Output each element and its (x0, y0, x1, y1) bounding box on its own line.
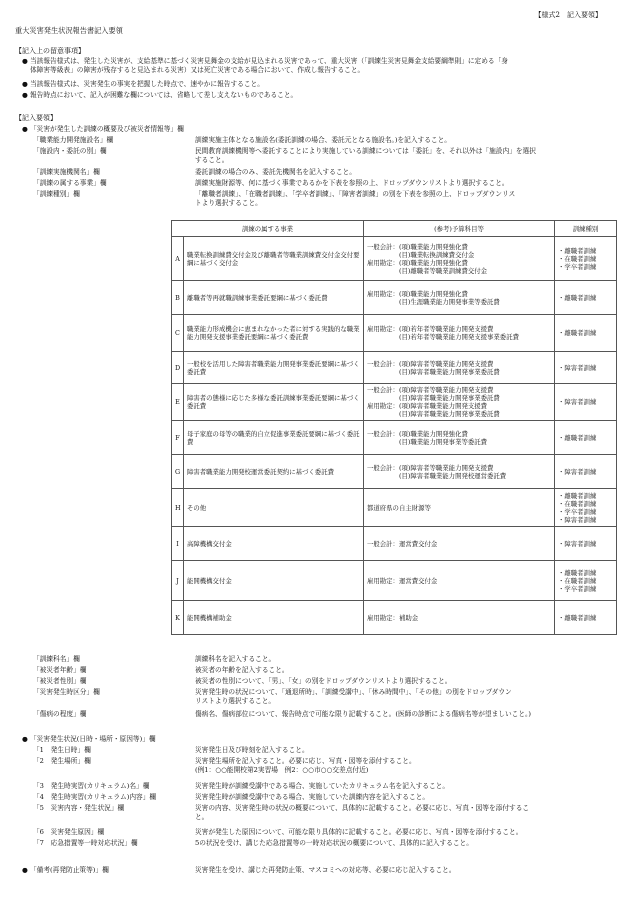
field-name: 「1 発生日時」欄 (33, 746, 91, 754)
table-row (172, 237, 617, 281)
row-budget (364, 455, 555, 489)
table-row (172, 421, 617, 455)
row-budget (364, 421, 555, 455)
bullet-icon: ● (22, 80, 28, 88)
field-name: 「傷病の程度」欄 (33, 710, 87, 718)
field-desc: 災害が発生した原因について、可能な限り具体的に記載すること。必要に応じ、写真・図等を添付すること。 (195, 828, 523, 836)
note-text: 当該報告様式は、発生した災害が、支給基準に基づく災害見舞金の支給が見込まれる災害であって、重大災害（「訓練生災害見舞金支給要綱準則」に定める「身 (30, 57, 508, 65)
training-type: ・学卒者訓練 (558, 262, 597, 271)
row-code: D (172, 352, 184, 384)
budget-line: 雇用勘定：(項)職業能力開発強化費 (367, 289, 468, 298)
row-training-types (555, 281, 617, 315)
training-type: ・障害者訓練 (558, 539, 597, 548)
field-name: 「職業能力開発施設名」欄 (33, 136, 114, 144)
field-name: 「施設内・委託の別」欄 (33, 147, 107, 155)
training-type: ・離職者訓練 (558, 613, 597, 622)
training-type: ・離職者訓練 (558, 293, 597, 302)
row-training-types (555, 527, 617, 561)
row-budget (364, 384, 555, 421)
section1-title (22, 125, 612, 134)
row-code: F (172, 421, 184, 455)
field-desc: 委託訓練の場合のみ、委託先機関名を記入すること。 (195, 168, 356, 176)
field-desc: 訓練実施主体となる施設名(委託訓練の場合、委託元となる施設名。)を記入すること。 (195, 136, 451, 144)
row-project: その他 (184, 489, 364, 527)
section3-desc: 災害発生を受け、講じた再発防止策、マスコミへの対応等、必要に応じ記入すること。 (195, 866, 456, 874)
field-name: 「被災者年齢」欄 (33, 666, 87, 674)
training-type: ・離職者訓練 (558, 329, 597, 337)
training-type: ・在職者訓練 (558, 576, 597, 585)
bullet-icon: ● (22, 735, 28, 743)
row-training-types (555, 489, 617, 527)
row-training-types (555, 601, 617, 635)
training-type: ・障害者訓練 (558, 467, 597, 476)
row-budget (364, 352, 555, 384)
training-type: ・障害者訓練 (558, 398, 597, 406)
row-budget (364, 237, 555, 281)
bullet-icon: ● (22, 866, 28, 874)
note-item (22, 91, 612, 100)
field-desc: 災害発生時が訓練受講中である場合、実施していた訓練内容を記入すること。 (195, 793, 430, 801)
row-code: B (172, 281, 184, 315)
row-project: 能開機構補助金 (184, 601, 364, 635)
field-desc: 災害発生時の状況について、「通退所時」、「訓練受講中」、「休み時間中」、「その他」の別をドロップダウン リストより選択すること。 (195, 688, 512, 705)
budget-line: 一般会計：(項)障害者等職業能力開発支援費 (367, 386, 494, 394)
bullet-icon: ● (22, 91, 28, 99)
field-desc: 訓練実施財源等、何に基づく事業であるかを下表を参照の上、ドロップダウンリストより選択すること。 (195, 179, 509, 187)
table-row (172, 527, 617, 561)
row-training-types (555, 384, 617, 421)
budget-line: 一般会計：(項)職業能力開発強化費 (367, 242, 468, 251)
field-desc: 傷病名、傷病部位について、報告時点で可能な限り記載すること。(医師の診断による傷病名等が望ましいこと。) (195, 710, 531, 718)
row-project: 高障機構交付金 (184, 527, 364, 561)
budget-line: (目)職業転換訓練費交付金 (367, 250, 475, 259)
budget-line: 一般会計：運営費交付金 (367, 539, 438, 548)
row-training-types (555, 315, 617, 352)
training-type: ・在職者訓練 (558, 499, 597, 508)
row-project: 職業能力形成機会に恵まれなかった者に対する実践的な職業能力開発支援事業委託要綱に基づく委託費 (184, 315, 364, 352)
row-project: 職業転換訓練費交付金及び離職者等職業訓練費交付金交付要綱に基づく交付金 (184, 237, 364, 281)
row-training-types (555, 237, 617, 281)
budget-line: (目)生涯職業能力開発事業等委託費 (367, 297, 500, 306)
notes-heading: 【記入上の留意事項】 (15, 47, 85, 55)
training-type: ・在職者訓練 (558, 254, 597, 263)
field-name: 「訓練科名」欄 (33, 655, 80, 663)
budget-line: 雇用勘定：補助金 (367, 613, 419, 622)
row-training-types (555, 421, 617, 455)
training-type: ・離職者訓練 (558, 491, 597, 500)
row-budget (364, 527, 555, 561)
budget-line: 雇用勘定：(項)職業能力開発強化費 (367, 258, 468, 267)
field-desc: 災害発生場所を記入すること。必要に応じ、写真・図等を添付すること。 (例1：○○能開校第2実習場 例2：○○市○○交差点付近) (195, 757, 416, 774)
field-desc: 被災者の性別について、「男」、「女」の別をドロップダウンリストより選択すること。 (195, 677, 452, 685)
section2-title (22, 735, 612, 744)
note-text: 体障害等級表」の障害が残存すると見込まれる災害）又は死亡災害である場合において、作成し報告すること。 (30, 65, 365, 74)
row-code: J (172, 561, 184, 601)
training-type: ・離職者訓練 (558, 246, 597, 255)
document-title: 重大災害発生状況報告書記入要領 (15, 26, 123, 35)
row-budget (364, 601, 555, 635)
row-budget (364, 315, 555, 352)
row-project: 障害者の態様に応じた多様な委託訓練事業委託要綱に基づく委託費 (184, 384, 364, 421)
table-row (172, 352, 617, 384)
field-desc: 5の状況を受け、講じた応急措置等の一時対応状況の概要について、具体的に記入すること。 (195, 839, 473, 847)
note-item (22, 80, 612, 89)
row-project: 一般校を活用した障害者職業能力開発事業委託要綱に基づく委託費 (184, 352, 364, 384)
field-name: 「5 災害内容・発生状況」欄 (33, 804, 125, 812)
note-text: 報告時点において、記入が困難な欄については、省略して差し支えないものであること。 (30, 91, 298, 99)
row-budget (364, 561, 555, 601)
field-name: 「2 発生場所」欄 (33, 757, 91, 765)
field-desc: 民間教育訓練機関等へ委託することにより実施している訓練については「委託」を、それ以外は「施設内」を選択 すること。 (195, 147, 536, 164)
table-header: 訓練の属する事業 (172, 221, 364, 237)
table-row (172, 601, 617, 635)
row-code: G (172, 455, 184, 489)
budget-line: (目)職業能力開発事業等委託費 (367, 437, 488, 446)
row-project: 障害者職業能力開発校運営委託契約に基づく委託費 (184, 455, 364, 489)
table-header-row (172, 221, 617, 237)
note-item (22, 57, 612, 74)
field-desc: 災害の内容、災害発生時の状況の概要について、具体的に記載すること。必要に応じ、写真・図等を添付するこ と。 (195, 804, 530, 821)
training-type: ・障害者訓練 (558, 363, 597, 372)
field-desc: 訓練科名を記入すること。 (195, 655, 276, 663)
row-project: 能開機構交付金 (184, 561, 364, 601)
training-type: ・離職者訓練 (558, 433, 597, 442)
field-name: 「3 発生時実習(カリキュラム)名」欄 (33, 782, 150, 790)
row-project: 母子家庭の母等の職業的自立促進事業委託要綱に基づく委託費 (184, 421, 364, 455)
field-name: 「訓練実施機関名」欄 (33, 168, 100, 176)
table-header: 訓練種別 (555, 221, 617, 237)
budget-line: (目)障害者職業能力開発事業委託費 (367, 410, 500, 418)
note-text: 当該報告様式は、災害発生の事実を把握した時点で、速やかに報告すること。 (30, 80, 264, 88)
row-code: I (172, 527, 184, 561)
training-type: ・離職者訓練 (558, 568, 597, 577)
row-code: A (172, 237, 184, 281)
field-name: 「被災者性別」欄 (33, 677, 87, 685)
form-number: 【様式2 記入要領】 (534, 11, 602, 19)
budget-line: 一般会計：(項)障害者等職業能力開発支援費 (367, 463, 494, 472)
field-desc: 災害発生時が訓練受講中である場合、実施していたカリキュラム名を記入すること。 (195, 782, 450, 790)
row-code: C (172, 315, 184, 352)
bullet-icon: ● (22, 125, 28, 133)
training-type: ・学卒者訓練 (558, 584, 597, 593)
table-row (172, 281, 617, 315)
budget-line: 一般会計：(項)職業能力開発強化費 (367, 429, 468, 438)
field-name: 「4 発生時実習(カリキュラム)内容」欄 (33, 793, 157, 801)
table-header: (参考)予算科目等 (364, 221, 555, 237)
budget-line: (目)障害者職業能力開発校運営委託費 (367, 471, 507, 480)
row-project: 離職者等再就職訓練事業委託要綱に基づく委託費 (184, 281, 364, 315)
row-budget (364, 489, 555, 527)
budget-line: 一般会計：(項)障害者等職業能力開発支援費 (367, 359, 494, 368)
field-desc: 災害発生日及び時刻を記入すること。 (195, 746, 309, 754)
guide-heading: 【記入要領】 (15, 114, 57, 122)
row-budget (364, 281, 555, 315)
training-type: ・障害者訓練 (558, 515, 597, 524)
budget-line: 雇用勘定：運営費交付金 (367, 576, 438, 585)
table-row (172, 561, 617, 601)
training-project-table (171, 220, 617, 635)
budget-line: (目)障害者職業能力開発事業委託費 (367, 367, 500, 376)
table-row (172, 489, 617, 527)
section3-title-text: 「備考(再発防止策等)」欄 (30, 866, 109, 874)
budget-line: (目)障害者職業能力開発事業委託費 (367, 394, 500, 402)
budget-line: 都道府県の自主財源等 (367, 503, 431, 512)
section1-title-text: 「災害が発生した訓練の概要及び被災者情報等」欄 (30, 125, 184, 133)
field-name: 「災害発生時区分」欄 (33, 688, 100, 696)
section2-title-text: 「災害発生状況(日時・場所・原因等)」欄 (30, 735, 156, 743)
row-training-types (555, 561, 617, 601)
field-name: 「6 災害発生原因」欄 (33, 828, 105, 836)
table-row (172, 455, 617, 489)
table-row (172, 384, 617, 421)
field-name: 「訓練の属する事業」欄 (33, 179, 107, 187)
row-training-types (555, 455, 617, 489)
field-name: 「訓練種別」欄 (33, 190, 80, 198)
training-type: ・学卒者訓練 (558, 507, 597, 516)
budget-line: 雇用勘定：(項)若年者等職業能力開発支援費 (367, 325, 494, 333)
bullet-icon: ● (22, 57, 28, 65)
budget-line: (目)離職者等職業訓練費交付金 (367, 266, 488, 275)
field-desc: 「離職者訓練」、「在職者訓練」、「学卒者訓練」、「障害者訓練」の別を下表を参照の上、ドロップダウンリス トより選択すること。 (195, 190, 516, 207)
row-training-types (555, 352, 617, 384)
field-name: 「7 応急措置等一時対応状況」欄 (33, 839, 138, 847)
row-code: E (172, 384, 184, 421)
budget-line: 雇用勘定：(項)障害者職業能力開発支援費 (367, 402, 488, 410)
row-code: K (172, 601, 184, 635)
field-desc: 被災者の年齢を記入すること。 (195, 666, 289, 674)
budget-line: (目)若年者等職業能力開発支援事業委託費 (367, 333, 519, 341)
row-code: H (172, 489, 184, 527)
table-row (172, 315, 617, 352)
